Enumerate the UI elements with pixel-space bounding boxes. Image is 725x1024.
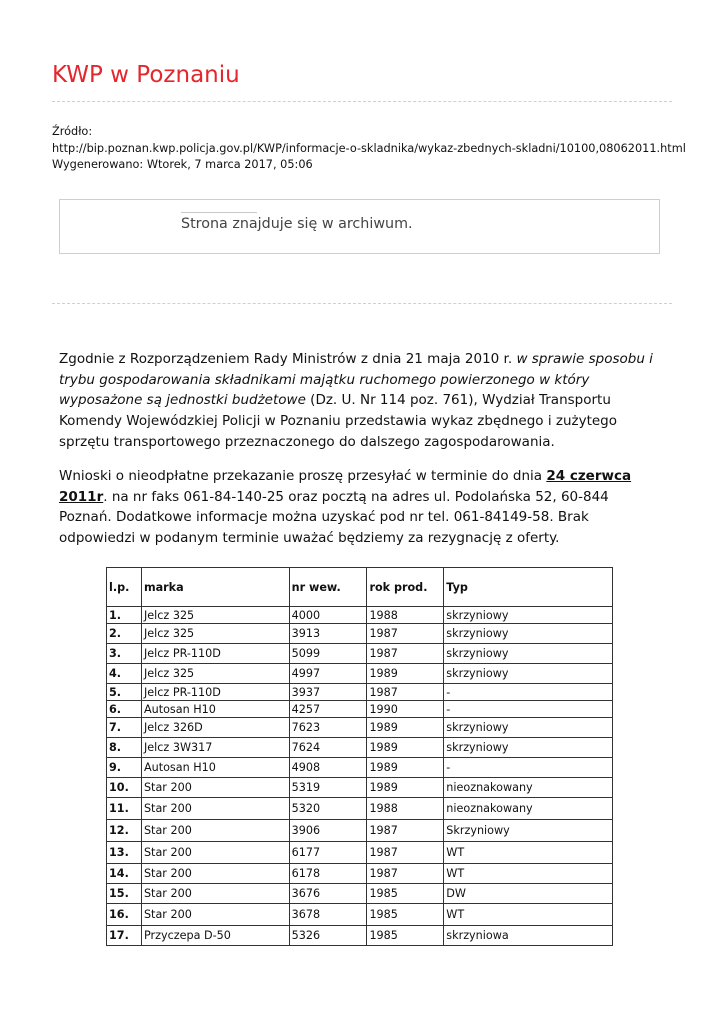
cell-typ: DW: [444, 884, 613, 904]
cell-nr-wew: 5326: [289, 926, 367, 946]
cell-marka: Jelcz 325: [141, 664, 289, 684]
cell-rok-prod: 1985: [367, 904, 444, 926]
cell-typ: nieoznakowany: [444, 798, 613, 820]
table-row: [107, 884, 613, 904]
cell-marka: Przyczepa D-50: [141, 926, 289, 946]
application-paragraph: [59, 466, 659, 549]
table-row: [107, 644, 613, 664]
cell-lp: 1.: [107, 607, 142, 624]
cell-rok-prod: 1987: [367, 842, 444, 864]
table-row: [107, 664, 613, 684]
cell-typ: skrzyniowy: [444, 718, 613, 738]
cell-marka: Star 200: [141, 820, 289, 842]
archive-notice-box: [59, 199, 660, 254]
cell-lp: 8.: [107, 738, 142, 758]
table-row: [107, 684, 613, 701]
header-lp: l.p.: [107, 568, 142, 607]
table-row: [107, 904, 613, 926]
cell-marka: Star 200: [141, 778, 289, 798]
cell-rok-prod: 1988: [367, 607, 444, 624]
cell-nr-wew: 6177: [289, 842, 367, 864]
cell-typ: skrzyniowy: [444, 644, 613, 664]
vehicle-table: [106, 567, 613, 946]
cell-nr-wew: 4257: [289, 701, 367, 718]
table-row: [107, 842, 613, 864]
cell-lp: 2.: [107, 624, 142, 644]
cell-lp: 4.: [107, 664, 142, 684]
table-row: [107, 926, 613, 946]
cell-marka: Jelcz 326D: [141, 718, 289, 738]
cell-rok-prod: 1987: [367, 644, 444, 664]
cell-lp: 15.: [107, 884, 142, 904]
intro-text-2: (Dz. U. Nr 114 poz. 761), Wydział Transportu Komendy Wojewódzkiej Policji w Poznaniu przedstawia wykaz zbędnego i zużytego sprzętu transportowego przeznaczonego do dalszego zagospodarowania.: [59, 392, 618, 450]
cell-typ: skrzyniowy: [444, 664, 613, 684]
cell-marka: Jelcz PR-110D: [141, 644, 289, 664]
cell-rok-prod: 1989: [367, 778, 444, 798]
cell-marka: Jelcz PR-110D: [141, 684, 289, 701]
site-title: KWP w Poznaniu: [52, 62, 240, 88]
cell-lp: 13.: [107, 842, 142, 864]
cell-typ: skrzyniowa: [444, 926, 613, 946]
header-typ: Typ: [444, 568, 613, 607]
cell-rok-prod: 1989: [367, 718, 444, 738]
source-label: Źródło:: [52, 125, 93, 138]
cell-nr-wew: 5319: [289, 778, 367, 798]
cell-typ: WT: [444, 842, 613, 864]
cell-typ: -: [444, 684, 613, 701]
content-divider: [52, 303, 672, 304]
cell-lp: 11.: [107, 798, 142, 820]
cell-nr-wew: 7623: [289, 718, 367, 738]
cell-typ: WT: [444, 864, 613, 884]
cell-nr-wew: 3913: [289, 624, 367, 644]
cell-rok-prod: 1987: [367, 820, 444, 842]
header-divider: [52, 101, 672, 102]
table-row: [107, 718, 613, 738]
cell-rok-prod: 1989: [367, 738, 444, 758]
table-header-row: [107, 568, 613, 607]
table-row: [107, 864, 613, 884]
cell-marka: Star 200: [141, 904, 289, 926]
table-row: [107, 778, 613, 798]
cell-lp: 6.: [107, 701, 142, 718]
cell-rok-prod: 1989: [367, 664, 444, 684]
table-row: [107, 798, 613, 820]
table-body: [107, 607, 613, 946]
deadline-date: 24 czerwca 2011r: [59, 468, 632, 505]
cell-lp: 5.: [107, 684, 142, 701]
source-info: [52, 124, 686, 174]
table-row: [107, 758, 613, 778]
cell-rok-prod: 1987: [367, 624, 444, 644]
cell-typ: -: [444, 701, 613, 718]
cell-marka: Autosan H10: [141, 701, 289, 718]
cell-nr-wew: 4908: [289, 758, 367, 778]
cell-marka: Star 200: [141, 842, 289, 864]
intro-text-1: Zgodnie z Rozporządzeniem Rady Ministrów z dnia 21 maja 2010 r.: [59, 351, 517, 367]
archive-notice: Strona znajduje się w archiwum.: [181, 216, 413, 232]
cell-rok-prod: 1987: [367, 684, 444, 701]
cell-rok-prod: 1990: [367, 701, 444, 718]
cell-lp: 17.: [107, 926, 142, 946]
cell-rok-prod: 1989: [367, 758, 444, 778]
header-nr-wew: nr wew.: [289, 568, 367, 607]
cell-marka: Star 200: [141, 798, 289, 820]
cell-typ: skrzyniowy: [444, 624, 613, 644]
generated-timestamp: Wygenerowano: Wtorek, 7 marca 2017, 05:06: [52, 158, 313, 171]
application-text-1: Wnioski o nieodpłatne przekazanie proszę przesyłać w terminie do dnia: [59, 468, 547, 484]
cell-rok-prod: 1985: [367, 926, 444, 946]
cell-lp: 14.: [107, 864, 142, 884]
table-row: [107, 820, 613, 842]
cell-lp: 9.: [107, 758, 142, 778]
cell-marka: Star 200: [141, 864, 289, 884]
cell-typ: -: [444, 758, 613, 778]
table-row: [107, 624, 613, 644]
header-rok-prod: rok prod.: [367, 568, 444, 607]
table-row: [107, 701, 613, 718]
cell-nr-wew: 3676: [289, 884, 367, 904]
cell-marka: Jelcz 325: [141, 624, 289, 644]
cell-marka: Jelcz 3W317: [141, 738, 289, 758]
cell-typ: nieoznakowany: [444, 778, 613, 798]
table-row: [107, 607, 613, 624]
cell-nr-wew: 5099: [289, 644, 367, 664]
cell-nr-wew: 7624: [289, 738, 367, 758]
cell-marka: Autosan H10: [141, 758, 289, 778]
cell-lp: 16.: [107, 904, 142, 926]
source-url[interactable]: http://bip.poznan.kwp.policja.gov.pl/KWP/informacje-o-skladnika/wykaz-zbednych-skladni/10100,08062011.html: [52, 141, 686, 155]
cell-nr-wew: 4997: [289, 664, 367, 684]
intro-paragraph: [59, 349, 659, 453]
cell-nr-wew: 3678: [289, 904, 367, 926]
cell-nr-wew: 3937: [289, 684, 367, 701]
cell-marka: Star 200: [141, 884, 289, 904]
cell-rok-prod: 1988: [367, 798, 444, 820]
cell-rok-prod: 1985: [367, 884, 444, 904]
cell-rok-prod: 1987: [367, 864, 444, 884]
cell-nr-wew: 4000: [289, 607, 367, 624]
application-text-2: . na nr faks 061-84-140-25 oraz pocztą na adres ul. Podolańska 52, 60-844 Poznań. Dodatkowe informacje można uzyskać pod nr tel. 061-84149-58. Brak odpowiedzi w podanym terminie uważać będziemy za rezygnację z oferty.: [59, 488, 609, 547]
header-marka: marka: [141, 568, 289, 607]
cell-marka: Jelcz 325: [141, 607, 289, 624]
cell-lp: 12.: [107, 820, 142, 842]
cell-nr-wew: 6178: [289, 864, 367, 884]
cell-typ: skrzyniowy: [444, 738, 613, 758]
cell-typ: skrzyniowy: [444, 607, 613, 624]
cell-lp: 10.: [107, 778, 142, 798]
regulation-title: w sprawie sposobu i trybu gospodarowania składnikami majątku ruchomego powierzonego w który wyposażone są jednostki budżetowe: [59, 351, 653, 409]
cell-typ: WT: [444, 904, 613, 926]
cell-lp: 7.: [107, 718, 142, 738]
cell-nr-wew: 3906: [289, 820, 367, 842]
table-row: [107, 738, 613, 758]
cell-typ: Skrzyniowy: [444, 820, 613, 842]
archive-notice-rule: [181, 212, 257, 213]
cell-lp: 3.: [107, 644, 142, 664]
cell-nr-wew: 5320: [289, 798, 367, 820]
